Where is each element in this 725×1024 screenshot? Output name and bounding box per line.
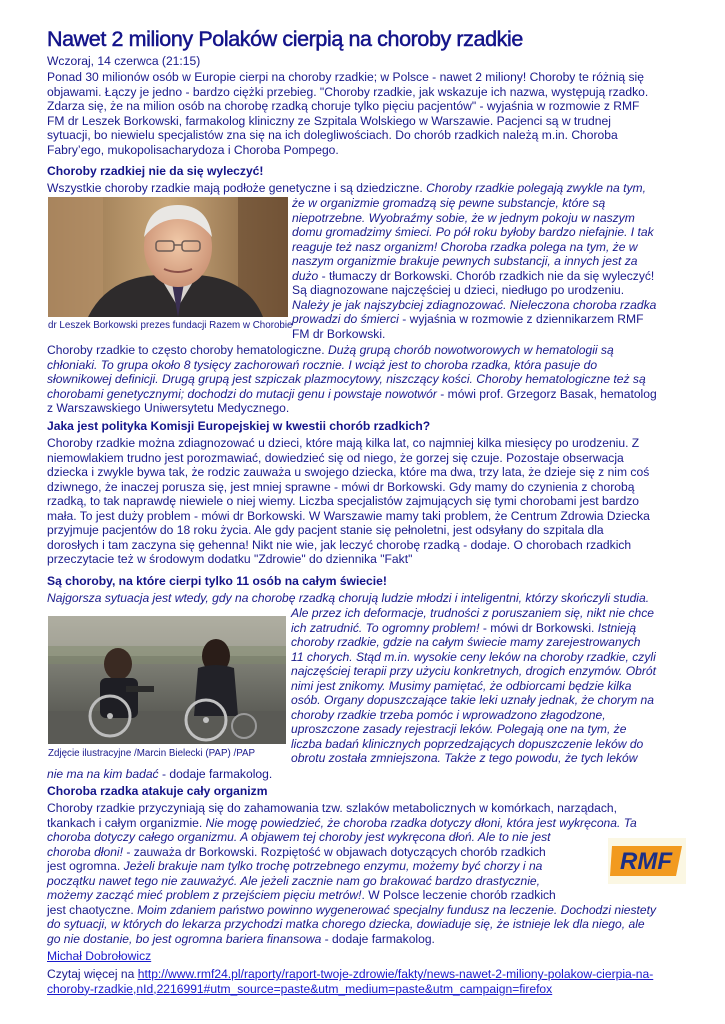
paragraph-line: [47, 888, 656, 903]
intro-line: sytuacji, bo niewielu specjalistów zna się na ich dolegliwościach. Do chorób rzadkich należą m.in. Choroba: [47, 128, 618, 142]
intro-line: Ponad 30 milionów osób w Europie cierpi na choroby rzadkie; w Polsce - nawet 2 miliony! Choroby te różnią się: [47, 70, 644, 84]
paragraph-line: przeczytacie też w środowym dodatku "Zdrowie" do dziennika "Fakt": [47, 552, 413, 566]
section2-paragraph: [47, 436, 650, 567]
quote-line-italic: ich zatrudnić. To ogromny problem!: [291, 620, 480, 635]
quote-line-italic: 11 chorych. Stąd m.in. wysokie ceny leków na choroby rzadkie, czyli: [291, 649, 656, 664]
section4-paragraph: [47, 801, 656, 946]
quote-line: [292, 269, 656, 284]
section3-line1: Najgorsza sytuacja jest wtedy, gdy na chorobę rzadką chorują ludzie młodzi i inteligentni, którzy skończyli studia.: [47, 591, 650, 605]
paragraph-line: [47, 801, 656, 816]
quote-line-normal: - tłumaczy dr Borkowski. Chorób rzadkich nie da się wyleczyć!: [318, 268, 655, 283]
quote-line: [291, 635, 656, 650]
line-normal: Choroby rzadkie przyczyniają się do zahamowania tzw. szlaków metabolicznych w komórkach, narządach,: [47, 801, 618, 815]
line-italic: możemy zacząć mieć problem z przejściem pięciu metrów!: [47, 888, 362, 902]
quote-line: [291, 737, 656, 752]
line-normal: z Warszawskiego Uniwersytetu Medycznego.: [47, 401, 290, 415]
article-title: Nawet 2 miliony Polaków cierpią na choroby rzadkie: [47, 27, 523, 51]
line-normal: tkankach i całym organizmie.: [47, 815, 206, 830]
line-italic: Nie mogę powiedzieć, że choroba rzadka dotyczy dłoni, która jest wykręcona. Ta: [205, 815, 637, 830]
quote-line-italic: choroby rzadkie trzeba pomóc i wprowadzono złagodzone,: [291, 707, 606, 722]
quote-line: [292, 225, 656, 240]
paragraph-line: niemowlakiem trudno jest porozmawiać, dowiedzieć się od niego, że gorzej się czuje. Pozostaje obserwacja: [47, 450, 624, 465]
paragraph-line: [47, 859, 656, 874]
quote-line-normal: Są diagnozowane najczęściej u dzieci, niedługo po urodzeniu.: [292, 283, 625, 297]
section4-heading: Choroba rzadka atakuje cały organizm: [47, 784, 268, 798]
author-link[interactable]: Michał Dobrołowicz: [47, 949, 152, 963]
quote-line-italic: nimi jest znikomy. Musimy pamiętać, że odbiorcami będzie kilka: [291, 678, 632, 693]
section1-heading: Choroby rzadkiej nie da się wyleczyć!: [47, 164, 264, 178]
quote-line-italic: domu gromadzimy śmieci. Po pół roku byłoby bardzo niefajnie. I tak: [292, 225, 654, 239]
paragraph-line: [47, 372, 657, 387]
article-url-link-continued[interactable]: choroby-rzadkie,nId,2216991#utm_source=paste&utm_medium=paste&utm_campaign=firefox: [47, 981, 553, 996]
paragraph-line: dziecka i zwykle bywa tak, że rodzic zauważa u swojego dziecka, które ma dwa, trzy lata, że dzieje się z nim coś: [47, 465, 650, 479]
line-italic: nie ma na kim badać: [47, 767, 159, 781]
section1-line1-quote: Choroby rzadkie polegają zwykle na tym,: [426, 181, 646, 195]
quote-line: [291, 621, 656, 636]
read-more-label: Czytaj więcej na: [47, 967, 138, 981]
line-italic: choroba dłoni!: [47, 844, 123, 859]
quote-line-italic: liczba badań klinicznych poprzedzających dopuszczenie leków do: [291, 736, 644, 751]
paragraph-line: [47, 874, 656, 889]
paragraph-line: przyjmuje pacjentów do 18 roku życia. Ale gdy pacjent stanie się pełnoletni, jest odsyłany do szpitala dla: [47, 523, 604, 537]
quote-line-italic: osób. Organy dopuszczające takie leki uznały jednak, że chorym na: [291, 693, 655, 707]
quote-line-italic: Należy je jak najszybciej zdiagnozować. Nieleczona choroba rzadka: [292, 297, 657, 312]
article-url-link[interactable]: http://www.rmf24.pl/raporty/raport-twoje-zdrowie/fakty/news-nawet-2-miliony-polakow-cierpia-na-: [137, 967, 654, 981]
line-normal: - dodaje farmakolog.: [321, 931, 435, 946]
read-more-line: [47, 967, 653, 982]
quote-line-normal: - wyjaśnia w rozmowie z dziennikarzem RMF: [398, 312, 644, 326]
paragraph-line: dziwnego, że inaczej porusza się, jest mniej sprawne - mówi dr Borkowski. Gdy mamy do czynienia z chorobą: [47, 479, 635, 494]
quote-line-italic: najczęściej terapii przy użyciu konkretnych, drogich enzymów. Obrót: [291, 664, 656, 678]
section3-last-line: [47, 767, 272, 782]
portrait-illustration: [48, 197, 288, 317]
paragraph-line: rzadką, to tak naprawdę niewiele o niej wiemy. Liczba specjalistów zajmujących się tymi chorobami jest bardzo: [47, 494, 639, 508]
section2-heading: Jaka jest polityka Komisji Europejskiej w kwestii chorób rzadkich?: [47, 419, 431, 433]
article-date: Wczoraj, 14 czerwca (21:15): [47, 54, 201, 68]
quote-line-italic: obrotu została zmniejszona. Także z tego powodu, że tych leków: [291, 751, 638, 765]
quote-line-italic: reaguje też nasz organizm! Choroba rzadka polega na tym, że w: [292, 239, 638, 254]
line-normal: - zauważa dr Borkowski. Rozpiętość w objawach dotyczących chorób rzadkich: [122, 844, 546, 859]
paragraph-line: [47, 830, 656, 845]
intro-paragraph: [47, 70, 648, 157]
hematology-paragraph: [47, 343, 657, 416]
line-italic: słownikowej definicji. Drugą grupą jest szpiczak plazmocytowy, niszczący kości. Choroby hematologiczne też są: [47, 372, 646, 386]
rmf-logo: [608, 838, 686, 884]
line-normal: Choroby rzadkie to często choroby hematologiczne.: [47, 343, 328, 357]
paragraph-line: mała. To jest duży problem - mówi dr Borkowski. W Warszawie mamy taki problem, że Centrum Zdrowia Dziecka: [47, 508, 650, 523]
quote-line: [291, 664, 656, 679]
borkowski-photo: [48, 197, 288, 317]
paragraph-line: [47, 917, 656, 932]
read-more-line: [47, 982, 653, 997]
section1-line1-text: Wszystkie choroby rzadkie mają podłoże genetyczne i są dziedziczne.: [47, 181, 427, 195]
paragraph-line: [47, 358, 657, 373]
quote-line-italic: Ale przez ich deformacje, trudności z poruszaniem się, nikt nie chce: [291, 606, 654, 620]
quote-line-italic: Istnieją: [597, 620, 637, 635]
wheelchair-illustration: [48, 616, 286, 744]
section3-quote-column: [291, 606, 656, 766]
quote-line: [291, 693, 656, 708]
quote-line-italic: dużo: [292, 268, 319, 283]
line-italic: Dużą grupą chorób nowotworowych w hematologii są: [328, 343, 614, 357]
quote-line-italic: uproszczone zasady rejestracji leków. Polegają one na tym, że: [291, 722, 627, 736]
quote-line: [292, 327, 656, 342]
paragraph-line: [47, 816, 656, 831]
photo1-caption: dr Leszek Borkowski prezes fundacji Razem w Chorobie: [48, 320, 293, 331]
paragraph-line: [47, 401, 657, 416]
quote-line: [292, 298, 656, 313]
rmf-logo-text: RMF: [620, 848, 672, 875]
quote-line: [291, 650, 656, 665]
line-italic: go nie dostanie, bo jest ogromna bariera finansowa: [47, 931, 322, 946]
line-italic: choroba dotyczy całego organizmu. A objawem tej choroby jest wykręcona dłoń. Ale to nie jest: [47, 830, 551, 844]
line-italic: początku nawet tego nie zauważyć. Ale jeżeli zacznie nam go brakować bardzo drastycznie,: [47, 873, 540, 888]
quote-line: [292, 211, 656, 226]
line-italic: Moim zdaniem państwo powinno wygenerować specjalny fundusz na leczenie. Dochodzi niestety: [137, 902, 657, 917]
read-more: [47, 967, 653, 996]
quote-line: [292, 312, 656, 327]
photo2-caption: Zdjęcie ilustracyjne /Marcin Bielecki (PAP) /PAP: [48, 748, 256, 759]
quote-line: [291, 679, 656, 694]
paragraph-line: [47, 932, 656, 947]
rmf-logo-graphic: [608, 838, 686, 884]
section1-line1: [47, 181, 646, 196]
paragraph-line: [47, 387, 657, 402]
paragraph-line: Choroby rzadkie można zdiagnozować u dzieci, które mają kilka lat, co najmniej kilka miesięcy po urodzeniu. Z: [47, 436, 640, 450]
quote-line: [292, 254, 656, 269]
intro-line: Fabry’ego, mukopolisacharydoza i Choroba Pompego.: [47, 142, 339, 157]
intro-line: objawami. Łączy je jedno - bardzo ciężki przebieg. "Choroby rzadkie, jak wskazuje ich nazwa, występują rzadko.: [47, 84, 649, 99]
paragraph-line: dorosłych i tam zaczyna się gehenna! Nikt nie wie, jak leczyć chorobę rzadką - dodaje. O chorobach rzadkich: [47, 537, 632, 552]
quote-line: [291, 751, 656, 766]
section3-heading: Są choroby, na które cierpi tylko 11 osób na całym świecie!: [47, 574, 387, 588]
quote-line: [292, 240, 656, 255]
quote-line-italic: prowadzi do śmierci: [292, 312, 399, 326]
quote-line: [292, 283, 656, 298]
line-italic: chorobami genetycznymi; dochodzi do mutacji genu i powstaje nowotwór: [47, 386, 437, 401]
quote-line-normal: FM dr Borkowski.: [292, 326, 386, 341]
line-italic: do sytuacji, w których do lekarza przychodzi matka chorego dziecka, dowiaduje się, że istnieje lek dla niego, ale: [47, 917, 645, 931]
line-normal: - mówi prof. Grzegorz Basak, hematolog: [436, 386, 657, 401]
paragraph-line: [47, 845, 656, 860]
section1-quote-column: [292, 196, 656, 341]
quote-line: [291, 708, 656, 723]
intro-line: Zdarza się, że na milion osób na chorobę rzadką choruje tylko pięciu pacjentów" - wyjaśnia w rozmowie z RMF: [47, 99, 640, 113]
quote-line: [291, 722, 656, 737]
wheelchair-photo: [48, 616, 286, 744]
quote-line: [292, 196, 656, 211]
line-normal: jest ogromna.: [47, 859, 124, 873]
quote-line: [291, 606, 656, 621]
line-normal: . W Polsce leczenie chorób rzadkich: [361, 888, 556, 902]
intro-line: FM dr Leszek Borkowski, farmakolog kliniczny ze Szpitala Wolskiego w Warszawie. Pacjenci są w trudnej: [47, 113, 611, 128]
quote-line-italic: niepotrzebne. Wyobraźmy sobie, że w jednym pokoju w naszym: [292, 210, 635, 225]
line-italic: chłoniaki. To grupa około 8 tysięcy zachorowań rocznie. I wciąż jest to choroba rzadka, która pasuje do: [47, 357, 598, 372]
line-normal: jest chaotyczne.: [47, 902, 138, 917]
paragraph-line: [47, 903, 656, 918]
line-normal: - dodaje farmakolog.: [158, 767, 273, 781]
quote-line-italic: naszym organizmie brakuje pewnych substancji, a innych jest za: [292, 254, 638, 268]
line-italic: Jeżeli brakuje nam tylko trochę potrzebnego enzymu, możemy być chorzy i na: [123, 859, 543, 873]
quote-line-normal: - mówi dr Borkowski.: [479, 620, 598, 635]
paragraph-line: [47, 343, 657, 358]
quote-line-italic: choroby rzadkie, gdzie na całym świecie mamy zarejestrowanych: [291, 635, 641, 649]
quote-line-italic: że w organizmie gromadzą się pewne substancje, które są: [292, 196, 606, 210]
